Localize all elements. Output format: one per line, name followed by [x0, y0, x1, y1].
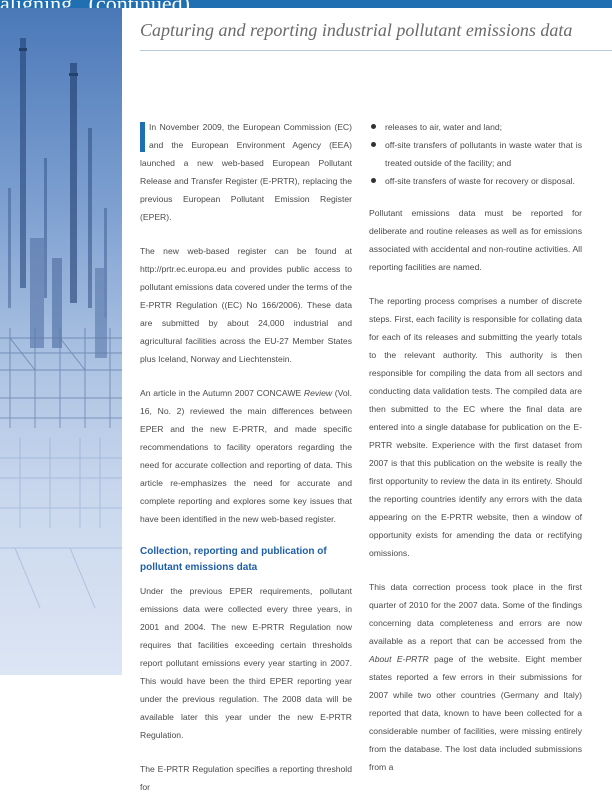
intro-paragraph — [140, 118, 352, 226]
top-banner-title-fragment — [0, 0, 340, 8]
correction-text-b: page of the website. Eight member states reported a few errors in their submissions for 2007 while two other countries (Germany and Italy) reported that data, known to have been collected for a considerable number of facilities, were missing entirely from the database. The lost data included submissions from a — [369, 654, 582, 772]
title-divider — [140, 50, 612, 51]
review-italic: Review — [303, 388, 333, 398]
list-item: releases to air, water and land; — [369, 118, 582, 136]
refinery-illustration — [0, 8, 122, 675]
review-text-a: An article in the Autumn 2007 CONCAWE — [140, 388, 304, 398]
refinery-photo-strip — [0, 8, 122, 675]
section-heading: Collection, reporting and publication of pollutant emissions data — [140, 546, 327, 573]
left-column — [140, 118, 352, 812]
threshold-bullet-list — [369, 118, 582, 190]
data-correction-paragraph — [369, 578, 582, 776]
page-title: Capturing and reporting industrial pollutant emissions data — [140, 20, 573, 40]
list-item: off-site transfers of pollutants in waste water that is treated outside of the facility; and — [369, 136, 582, 172]
review-text-b: (Vol. 16, No. 2) reviewed the main differences between EPER and the new E-PRTR, and made specific recommendations to facility operators regarding the need for accurate collection and reporting of data. This article re-emphasizes the need for accurate and complete reporting and explores some key issues that have been identified in the new web-based register. — [140, 388, 352, 524]
correction-text-a: This data correction process took place in the first quarter of 2010 for the 2007 data. Some of the findings concerning data completeness and errors are now available as a report that can be accessed from the — [369, 582, 582, 646]
drop-cap-letter: I — [149, 122, 152, 132]
reporting-process-paragraph: The reporting process comprises a number of discrete steps. First, each facility is responsible for collating data for each of its releases and submitting the yearly totals to the relevant authority. This authority is then responsible for compiling the data from all sectors and conducting data validation tests. The compiled data are then submitted to the EC where the final data are entered into a single database for publication on the E-PRTR website. Experience with the first dataset from 2007 is that this publication on the website is really the first opportunity to review the data in its entirety. Should the reporting countries identify any errors with the data appearing on the E-PRTR website, then a window of opportunity exists for amending the data or rectifying omissions. — [369, 296, 582, 558]
drop-cap-bar — [140, 122, 145, 152]
intro-text: n November 2009, the European Commission (EC) and the European Environment Agency (EEA) launched a new web-based European Pollutant Release and Transfer Register (E-PRTR), replacing the previous European Pollutant Emission Register (EPER). — [140, 122, 352, 222]
about-eprtr-italic: About E-PRTR — [369, 654, 429, 664]
right-column — [369, 118, 582, 792]
register-paragraph: The new web-based register can be found at http://prtr.ec.europa.eu and provides public access to pollutant emissions data covered under the terms of the E-PRTR Regulation ((EC) No 166/2006). These data are submitted by about 24,000 industrial and agricultural facilities across the EU-27 Member States plus Iceland, Norway and Liechtenstein. — [140, 246, 352, 364]
top-banner — [0, 0, 612, 8]
threshold-paragraph: The E-PRTR Regulation specifies a reporting threshold for — [140, 764, 352, 792]
concawe-review-paragraph — [140, 384, 352, 528]
eper-paragraph: Under the previous EPER requirements, pollutant emissions data were collected every three years, in 2001 and 2004. The new E-PRTR Regulation now requires that facilities exceeding certain thresholds report pollutant emissions every year starting in 2007. This would have been the third EPER reporting year under the previous regulation. The 2008 data will be available later this year under the new E-PRTR Regulation. — [140, 586, 352, 740]
list-item: off-site transfers of waste for recovery or disposal. — [369, 172, 582, 190]
routine-releases-paragraph: Pollutant emissions data must be reported for deliberate and routine releases as well as for emissions associated with accidental and non-routine activities. All reporting facilities are named. — [369, 208, 582, 272]
